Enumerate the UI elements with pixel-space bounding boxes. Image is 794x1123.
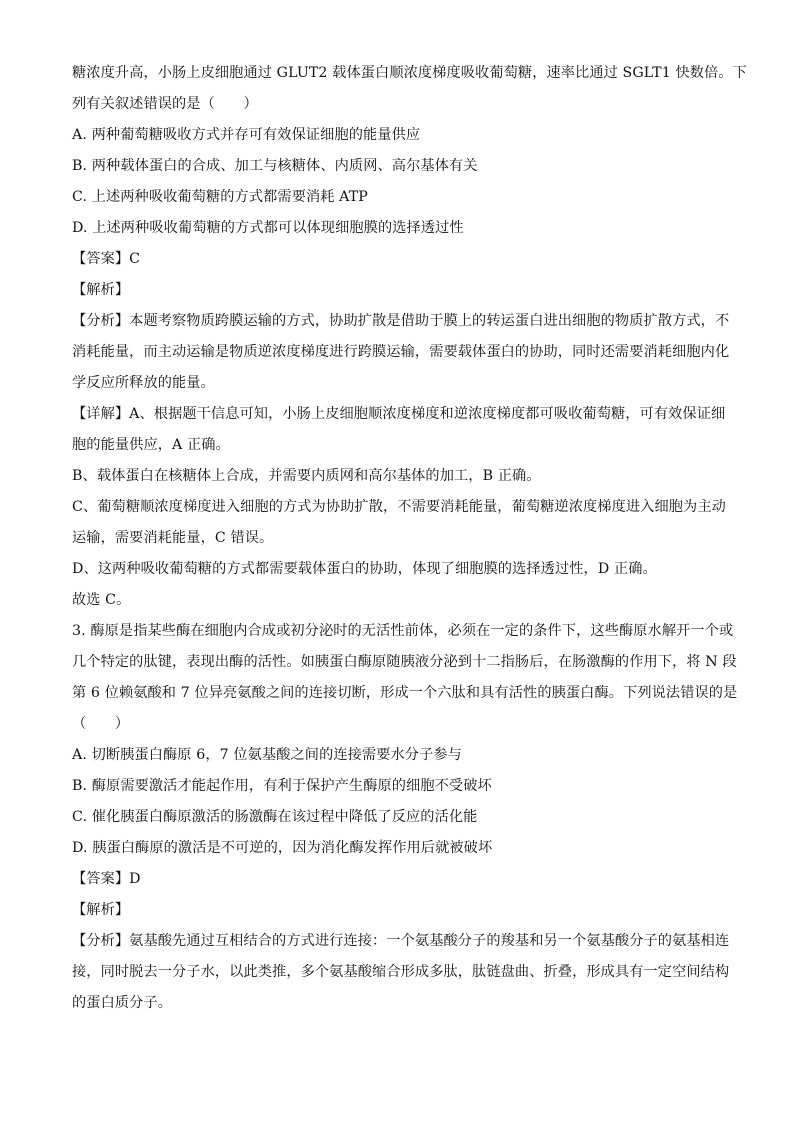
q2-options xyxy=(72,120,720,244)
q2-explain-line: B、载体蛋白在核糖体上合成，并需要内质网和高尔基体的加工，B 正确。 xyxy=(72,468,541,484)
q2-explain-line: 运输，需要消耗能量，C 错误。 xyxy=(72,530,274,546)
q3-analysis-header: 【解析】 xyxy=(72,902,130,918)
document-page xyxy=(72,58,747,1019)
q2-option-a: A. 两种葡萄糖吸收方式并存可有效保证细胞的能量供应 xyxy=(72,127,421,143)
q2-explanation xyxy=(72,306,730,616)
q3-answer: 【答案】D xyxy=(72,871,141,887)
q2-explain-line: 学反应所释放的能量。 xyxy=(72,375,215,391)
q3-option-c: C. 催化胰蛋白酶原激活的肠激酶在该过程中降低了反应的活化能 xyxy=(72,809,478,825)
q3-stem xyxy=(72,616,738,740)
q3-stem-line: （ ） xyxy=(72,716,130,732)
q2-option-c: C. 上述两种吸收葡萄糖的方式都需要消耗 ATP xyxy=(72,189,368,205)
q2-option-d: D. 上述两种吸收葡萄糖的方式都可以体现细胞膜的选择透过性 xyxy=(72,220,464,236)
q2-analysis-header: 【解析】 xyxy=(72,282,130,298)
q3-explanation xyxy=(72,926,730,1019)
q2-option-b: B. 两种载体蛋白的合成、加工与核糖体、内质网、高尔基体有关 xyxy=(72,158,478,174)
q2-stem-line: 糖浓度升高，小肠上皮细胞通过 GLUT2 载体蛋白顺浓度梯度吸收葡萄糖，速率比通过 SGLT1 快数倍。下 xyxy=(72,65,747,81)
q3-explain-line: 的蛋白质分子。 xyxy=(72,995,173,1011)
q2-explain-line: 【分析】本题考察物质跨膜运输的方式，协助扩散是借助于膜上的转运蛋白进出细胞的物质扩散方式，不 xyxy=(72,313,730,329)
q2-explain-line: C、葡萄糖顺浓度梯度进入细胞的方式为协助扩散，不需要消耗能量，葡萄糖逆浓度梯度进入细胞为主动 xyxy=(72,499,726,515)
q3-stem-line: 3. 酶原是指某些酶在细胞内合成或初分泌时的无活性前体，必须在一定的条件下，这些酶原水解开一个或 xyxy=(72,623,734,639)
q2-explain-line: 胞的能量供应，A 正确。 xyxy=(72,437,230,453)
q2-explain-line: 故选 C。 xyxy=(72,592,131,608)
q2-stem xyxy=(72,58,747,120)
q2-explain-line: D、这两种吸收葡萄糖的方式都需要载体蛋白的协助，体现了细胞膜的选择透过性，D 正确。 xyxy=(72,561,657,577)
q3-options xyxy=(72,740,720,864)
q3-stem-line: 几个特定的肽键，表现出酶的活性。如胰蛋白酶原随胰液分泌到十二指肠后，在肠激酶的作用下，将 N 段 xyxy=(72,654,737,670)
q3-explain-line: 接，同时脱去一分子水，以此类推，多个氨基酸缩合形成多肽，肽链盘曲、折叠，形成具有一定空间结构 xyxy=(72,964,730,980)
q3-explain-line: 【分析】氨基酸先通过互相结合的方式进行连接：一个氨基酸分子的羧基和另一个氨基酸分子的氨基相连 xyxy=(72,933,730,949)
q3-stem-line: 第 6 位赖氨酸和 7 位异亮氨酸之间的连接切断，形成一个六肽和具有活性的胰蛋白酶。下列说法错误的是 xyxy=(72,685,738,701)
q2-explain-line: 消耗能量，而主动运输是物质逆浓度梯度进行跨膜运输，需要载体蛋白的协助，同时还需要消耗细胞内化 xyxy=(72,344,730,360)
q2-answer: 【答案】C xyxy=(72,251,141,267)
q3-option-b: B. 酶原需要激活才能起作用，有利于保护产生酶原的细胞不受破坏 xyxy=(72,778,492,794)
q2-explain-line: 【详解】A、根据题干信息可知，小肠上皮细胞顺浓度梯度和逆浓度梯度都可吸收葡萄糖，可有效保证细 xyxy=(72,406,726,422)
q2-stem-line: 列有关叙述错误的是（ ） xyxy=(72,96,258,112)
q3-option-a: A. 切断胰蛋白酶原 6，7 位氨基酸之间的连接需要水分子参与 xyxy=(72,747,462,763)
q3-option-d: D. 胰蛋白酶原的激活是不可逆的，因为消化酶发挥作用后就被破坏 xyxy=(72,840,493,856)
